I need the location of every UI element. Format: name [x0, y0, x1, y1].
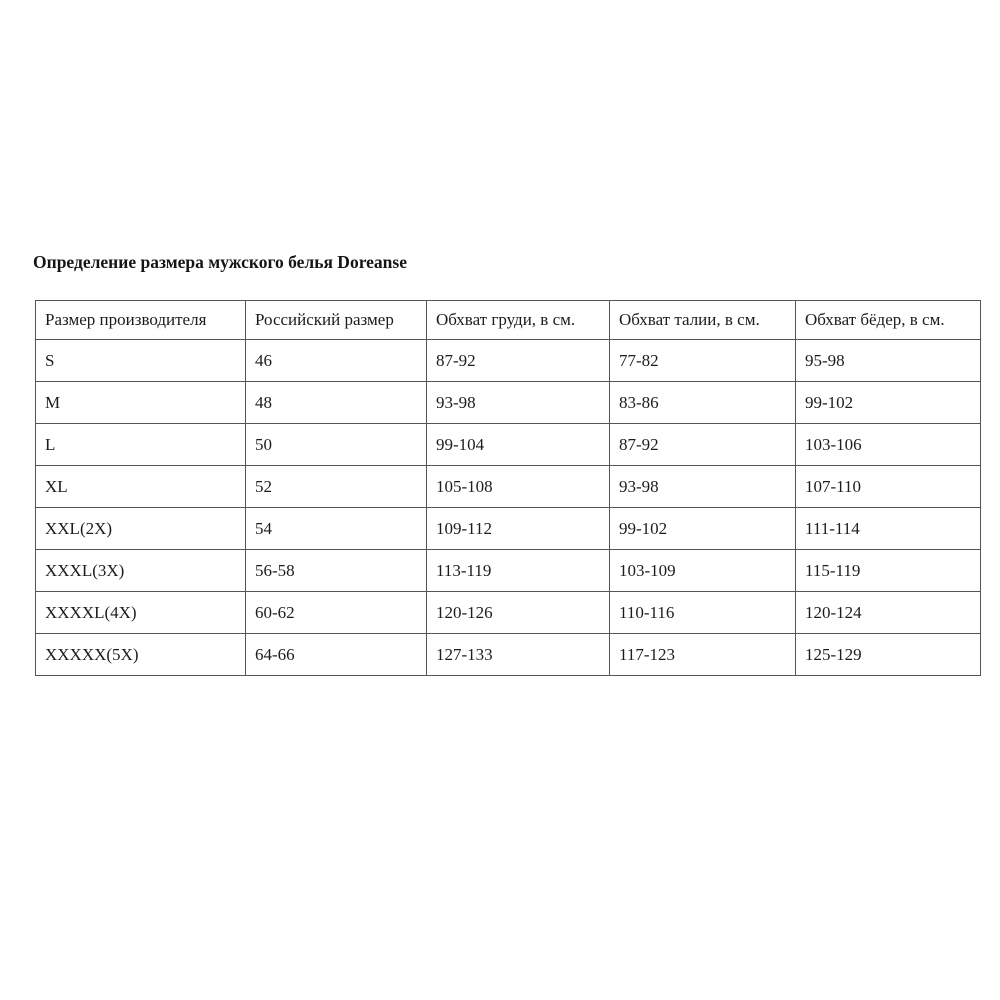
table-cell: XXL(2X) — [36, 508, 246, 550]
table-cell: 93-98 — [427, 382, 610, 424]
column-header: Обхват талии, в см. — [610, 301, 796, 340]
table-cell: 111-114 — [796, 508, 981, 550]
table-cell: 125-129 — [796, 634, 981, 676]
table-cell: 99-102 — [796, 382, 981, 424]
table-row — [36, 508, 981, 550]
table-cell: XXXXX(5X) — [36, 634, 246, 676]
table-cell: 120-126 — [427, 592, 610, 634]
table-cell: 105-108 — [427, 466, 610, 508]
table-cell: XXXXL(4X) — [36, 592, 246, 634]
table-cell: 48 — [246, 382, 427, 424]
column-header: Российский размер — [246, 301, 427, 340]
table-row — [36, 340, 981, 382]
table-cell: 99-102 — [610, 508, 796, 550]
table-cell: 95-98 — [796, 340, 981, 382]
table-cell: 120-124 — [796, 592, 981, 634]
table-cell: 117-123 — [610, 634, 796, 676]
table-row — [36, 424, 981, 466]
table-cell: 64-66 — [246, 634, 427, 676]
table-cell: 110-116 — [610, 592, 796, 634]
table-cell: 93-98 — [610, 466, 796, 508]
table-cell: 103-109 — [610, 550, 796, 592]
column-header: Размер производителя — [36, 301, 246, 340]
table-cell: XL — [36, 466, 246, 508]
table-row — [36, 592, 981, 634]
table-cell: XXXL(3X) — [36, 550, 246, 592]
table-cell: 56-58 — [246, 550, 427, 592]
size-table — [35, 300, 981, 676]
table-body — [36, 340, 981, 676]
table-cell: 87-92 — [610, 424, 796, 466]
table-row — [36, 550, 981, 592]
table-cell: 87-92 — [427, 340, 610, 382]
table-cell: 109-112 — [427, 508, 610, 550]
table-cell: 127-133 — [427, 634, 610, 676]
table-cell: 50 — [246, 424, 427, 466]
table-row — [36, 634, 981, 676]
table-cell: 83-86 — [610, 382, 796, 424]
table-cell: 46 — [246, 340, 427, 382]
table-cell: 52 — [246, 466, 427, 508]
table-cell: 60-62 — [246, 592, 427, 634]
column-header: Обхват бёдер, в см. — [796, 301, 981, 340]
table-cell: M — [36, 382, 246, 424]
table-cell: 99-104 — [427, 424, 610, 466]
table-cell: S — [36, 340, 246, 382]
table-cell: 107-110 — [796, 466, 981, 508]
table-cell: 103-106 — [796, 424, 981, 466]
table-cell: 54 — [246, 508, 427, 550]
page-title: Определение размера мужского белья Doreanse — [33, 252, 407, 272]
table-row — [36, 382, 981, 424]
table-header-row — [36, 301, 981, 340]
table-cell: 113-119 — [427, 550, 610, 592]
column-header: Обхват груди, в см. — [427, 301, 610, 340]
table-row — [36, 466, 981, 508]
table-cell: L — [36, 424, 246, 466]
table-cell: 115-119 — [796, 550, 981, 592]
table-cell: 77-82 — [610, 340, 796, 382]
